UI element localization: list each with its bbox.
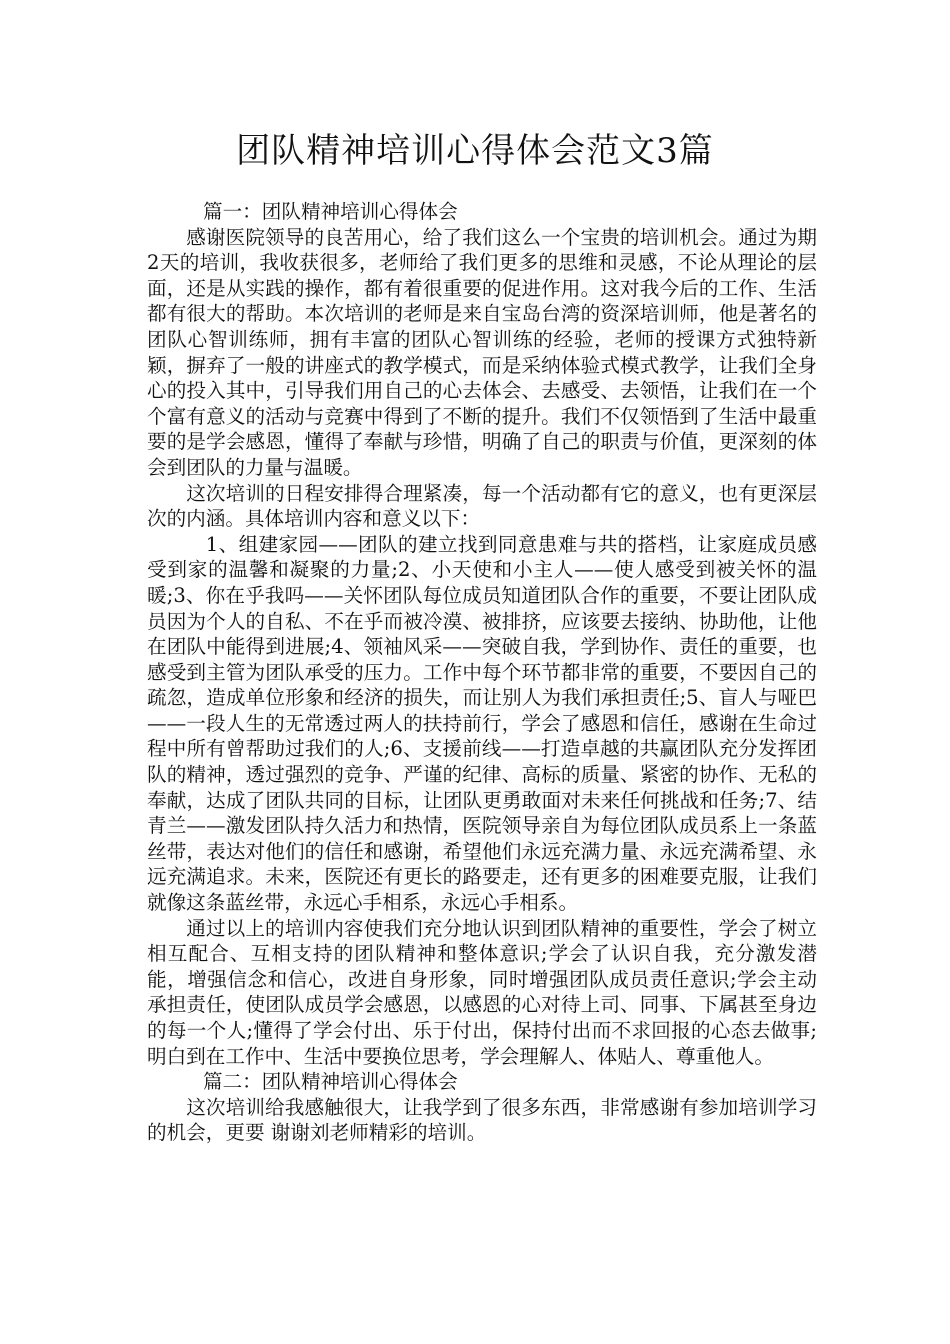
section1-heading: 篇一：团队精神培训心得体会 bbox=[203, 200, 458, 223]
paragraph: 感谢医院领导的良苦用心，给了我们这么一个宝贵的培训机会。通过为期2天的培训，我收获很多，老师给了我们更多的思维和灵感，不论从理论的层面，还是从实践的操作，都有着很重要的促进作用。这对我今后的工作、生活都有很大的帮助。本次培训的老师是来自宝岛台湾的资深培训师，他是著名的团队心智训练师，拥有丰富的团队心智训练的经验，老师的授课方式独特新颖，摒弃了一般的讲座式的教学模式，而是采纳体验式模式教学，让我们全身心的投入其中，引导我们用自己的心去体会、去感受、去领悟，让我们在一个个富有意义的活动与竞赛中得到了不断的提升。我们不仅领悟到了生活中最重要的是学会感恩，懂得了奉献与珍惜，明确了自己的职责与价值，更深刻的体会到团队的力量与温暖。 bbox=[147, 225, 817, 479]
paragraph: 1、组建家园——团队的建立找到同意患难与共的搭档，让家庭成员感受到家的温馨和凝聚的力量;2、小天使和小主人——使人感受到被关怀的温暖;3、你在乎我吗——关怀团队每位成员知道团队合作的重要，不要让团队成员因为个人的自私、不在乎而被冷漠、被排挤，应该要去接纳、协助他，让他在团队中能得到进展;4、领袖风采——突破自我，学到协作、责任的重要，也感受到主管为团队承受的压力。工作中每个环节都非常的重要，不要因自己的疏忽，造成单位形象和经济的损失，而让别人为我们承担责任;5、盲人与哑巴——一段人生的无常透过两人的扶持前行，学会了感恩和信任，感谢在生命过程中所有曾帮助过我们的人;6、支援前线——打造卓越的共赢团队充分发挥团队的精神，透过强烈的竞争、严谨的纪律、高标的质量、紧密的协作、无私的奉献，达成了团队共同的目标，让团队更勇敢面对未来任何挑战和任务;7、结青兰——激发团队持久活力和热情，医院领导亲自为每位团队成员系上一条蓝丝带，表达对他们的信任和感谢，希望他们永远充满力量、永远充满希望、永远充满追求。未来，医院还有更长的路要走，还有更多的困难要克服，让我们就像这条蓝丝带，永远心手相系，永远心手相系。 bbox=[147, 532, 817, 915]
paragraph: 这次培训给我感触很大，让我学到了很多东西，非常感谢有参加培训学习的机会，更要 谢谢刘老师精彩的培训。 bbox=[147, 1095, 817, 1145]
document-title: 团队精神培训心得体会范文3篇 bbox=[236, 131, 714, 171]
paragraph: 通过以上的培训内容使我们充分地认识到团队精神的重要性，学会了树立相互配合、互相支持的团队精神和整体意识;学会了认识自我，充分激发潜能，增强信念和信心，改进自身形象，同时增强团队成员责任意识;学会主动承担责任，使团队成员学会感恩，以感恩的心对待上司、同事、下属甚至身边的每一个人;懂得了学会付出、乐于付出，保持付出而不求回报的心态去做事;明白到在工作中、生活中要换位思考，学会理解人、体贴人、尊重他人。 bbox=[147, 916, 817, 1068]
section2-heading: 篇二：团队精神培训心得体会 bbox=[203, 1070, 458, 1094]
document-body bbox=[147, 199, 817, 1146]
paragraph: 这次培训的日程安排得合理紧凑，每一个活动都有它的意义，也有更深层次的内涵。具体培训内容和意义以下： bbox=[147, 481, 817, 531]
